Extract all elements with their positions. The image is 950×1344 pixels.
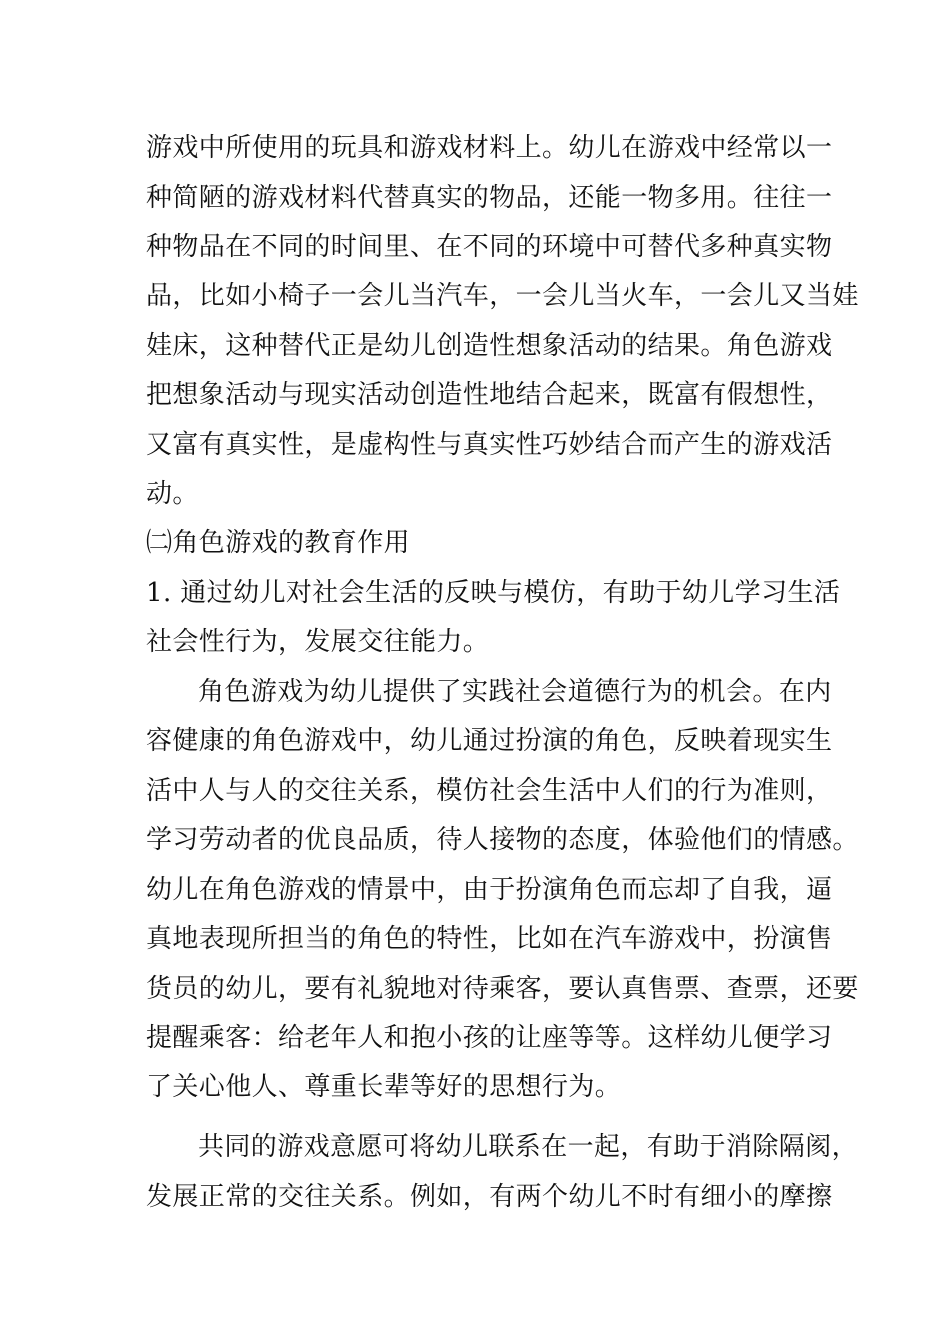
paragraph-line: 学习劳动者的优良品质，待人接物的态度，体验他们的情感。 <box>146 825 859 855</box>
paragraph-line: 种简陋的游戏材料代替真实的物品，还能一物多用。往往一 <box>146 183 833 213</box>
paragraph-line: 真地表现所担当的角色的特性，比如在汽车游戏中，扮演售 <box>146 924 833 954</box>
paragraph-line: 共同的游戏意愿可将幼儿联系在一起，有助于消除隔阂， <box>198 1132 859 1162</box>
paragraph-line: 提醒乘客：给老年人和抱小孩的让座等等。这样幼儿便学习 <box>146 1023 833 1053</box>
paragraph-line: 货员的幼儿，要有礼貌地对待乘客，要认真售票、查票，还要 <box>146 974 859 1004</box>
paragraph-line: 种物品在不同的时间里、在不同的环境中可替代多种真实物 <box>146 232 833 262</box>
paragraph-line: 活中人与人的交往关系，模仿社会生活中人们的行为准则， <box>146 776 833 806</box>
numbered-heading: 社会性行为，发展交往能力。 <box>146 627 490 657</box>
paragraph-line: 动。 <box>146 479 199 509</box>
paragraph-line: 角色游戏为幼儿提供了实践社会道德行为的机会。在内 <box>198 677 832 707</box>
paragraph-line: 了关心他人、尊重长辈等好的思想行为。 <box>146 1072 622 1102</box>
section-heading: ㈡角色游戏的教育作用 <box>146 528 411 558</box>
numbered-heading: 1. 通过幼儿对社会生活的反映与模仿，有助于幼儿学习生活 <box>146 578 841 608</box>
paragraph-line: 把想象活动与现实活动创造性地结合起来，既富有假想性， <box>146 380 833 410</box>
paragraph-line: 游戏中所使用的玩具和游戏材料上。幼儿在游戏中经常以一 <box>146 133 833 163</box>
paragraph-line: 又富有真实性，是虚构性与真实性巧妙结合而产生的游戏活 <box>146 430 833 460</box>
paragraph-line: 品，比如小椅子一会儿当汽车，一会儿当火车，一会儿又当娃 <box>146 281 859 311</box>
paragraph-line: 幼儿在角色游戏的情景中，由于扮演角色而忘却了自我，逼 <box>146 875 833 905</box>
paragraph-line: 娃床，这种替代正是幼儿创造性想象活动的结果。角色游戏 <box>146 331 833 361</box>
paragraph-line: 容健康的角色游戏中，幼儿通过扮演的角色，反映着现实生 <box>146 726 833 756</box>
paragraph-line: 发展正常的交往关系。例如，有两个幼儿不时有细小的摩擦 <box>146 1182 833 1212</box>
